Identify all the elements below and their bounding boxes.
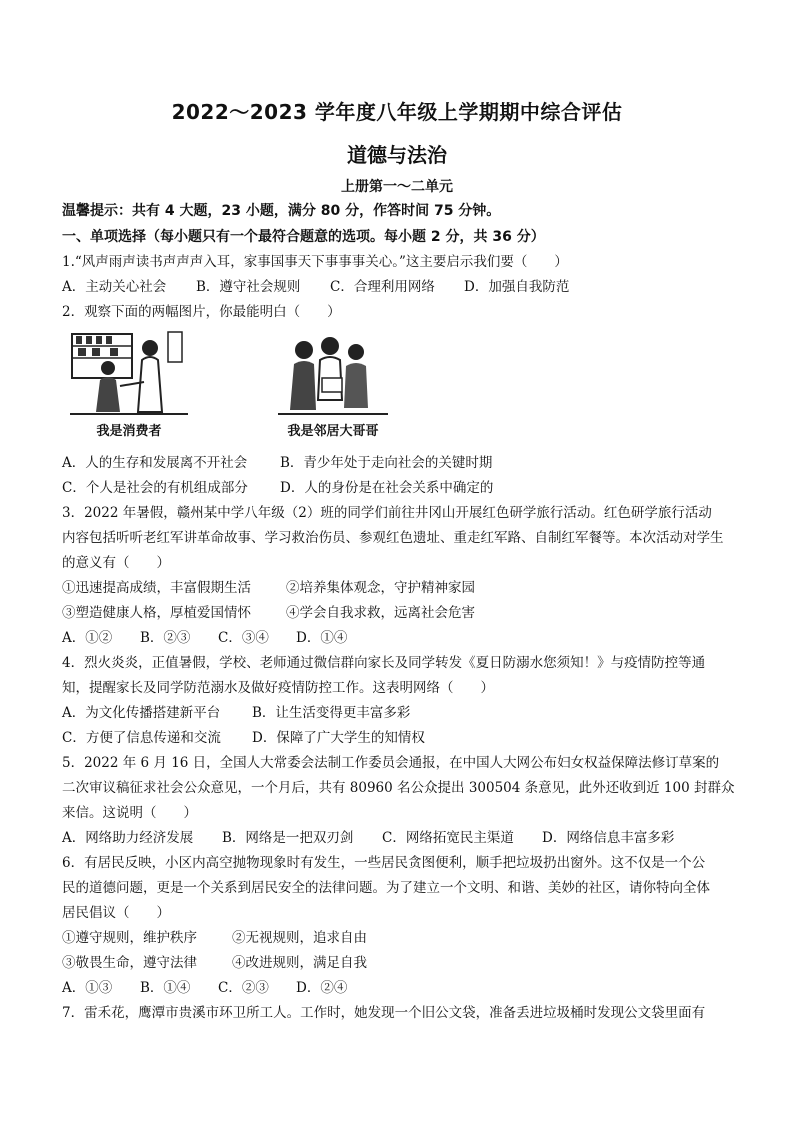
question-3-stem-line-3: 的意义有（ ） [62, 555, 170, 571]
question-5-options [62, 826, 742, 846]
option: C．个人是社会的有机组成部分 [62, 480, 248, 496]
statement: ②无视规则，追求自由 [232, 930, 367, 946]
question-3-items-row-2 [62, 601, 742, 621]
statement: ①遵守规则，维护秩序 [62, 930, 197, 946]
question-3-options [62, 626, 742, 646]
question-6-stem-line-1: 6．有居民反映，小区内高空抛物现象时有发生，一些居民贪图便利，顺手把垃圾扔出窗外。这不仅是一个公 [62, 855, 706, 871]
option: D．②④ [296, 980, 348, 996]
question-3-stem-line-2: 内容包括听听老红军讲革命故事、学习救治伤员、参观红色遗址、重走红军路、自制红军餐等。本次活动对学生 [62, 530, 724, 546]
option: C．②③ [218, 980, 269, 996]
option: A．人的生存和发展离不开社会 [62, 455, 248, 471]
question-5-stem-line-2: 二次审议稿征求社会公众意见，一个月后，共有 80960 名公众提出 300504 条意见，此外还收到近 100 封群众 [62, 780, 735, 796]
question-1-stem: 1.“风声雨声读书声声声入耳，家事国事天下事事事关心。”这主要启示我们要（ ） [62, 254, 568, 270]
consumer-illustration [70, 328, 188, 418]
option: A．为文化传播搭建新平台 [62, 705, 221, 721]
exam-scope: 上册第一～二单元 [341, 179, 453, 195]
question-6-stem-line-2: 民的道德问题，更是一个关系到居民安全的法律问题。为了建立一个文明、和谐、美妙的社区，请你特向全体 [62, 880, 710, 896]
option: C．合理利用网络 [330, 279, 435, 295]
question-6-items-row-2 [62, 951, 742, 971]
question-5-stem-line-1: 5．2022 年 6 月 16 日，全国人大常委会法制工作委员会通报，在中国人大网公布妇女权益保障法修订草案的 [62, 755, 720, 771]
question-4-options-row-1 [62, 701, 742, 721]
question-4-stem-line-2: 知，提醒家长及同学防范溺水及做好疫情防控工作。这表明网络（ ） [62, 680, 494, 696]
option: C．网络拓宽民主渠道 [382, 830, 514, 846]
notice: 温馨提示：共有 4 大题，23 小题，满分 80 分，作答时间 75 分钟。 [62, 203, 501, 219]
question-3-stem-line-1: 3．2022 年暑假，赣州某中学八年级（2）班的同学们前往井冈山开展红色研学旅行活动。红色研学旅行活动 [62, 505, 712, 521]
statement: ②培养集体观念，守护精神家园 [286, 580, 475, 596]
option: B．让生活变得更丰富多彩 [252, 705, 411, 721]
option: D．①④ [296, 630, 348, 646]
option: B．②③ [140, 630, 191, 646]
option: B．遵守社会规则 [196, 279, 301, 295]
statement: ④学会自我求救，远离社会危害 [286, 605, 475, 621]
exam-subject: 道德与法治 [347, 143, 447, 167]
exam-title: 2022～2023 学年度八年级上学期期中综合评估 [171, 100, 623, 124]
question-6-stem-line-3: 居民倡议（ ） [62, 905, 170, 921]
question-5-stem-line-3: 来信。这说明（ ） [62, 805, 197, 821]
question-2-stem: 2．观察下面的两幅图片，你最能明白（ ） [62, 304, 341, 320]
option: D．加强自我防范 [464, 279, 570, 295]
option: A．网络助力经济发展 [62, 830, 194, 846]
option: A．主动关心社会 [62, 279, 167, 295]
question-4-stem-line-1: 4．烈火炎炎，正值暑假，学校、老师通过微信群向家长及同学转发《夏日防溺水您须知！》与疫情防控等通 [62, 655, 706, 671]
question-4-options-row-2 [62, 726, 742, 746]
option: A．①③ [62, 980, 113, 996]
option: D．网络信息丰富多彩 [542, 830, 675, 846]
question-2-options-row-2 [62, 476, 742, 496]
neighbor-illustration [278, 330, 388, 418]
statement: ①迅速提高成绩，丰富假期生活 [62, 580, 251, 596]
caption-consumer: 我是消费者 [96, 424, 162, 439]
question-3-items-row-1 [62, 576, 742, 596]
option: A．①② [62, 630, 113, 646]
question-7-stem: 7．雷禾花，鹰潭市贵溪市环卫所工人。工作时，她发现一个旧公文袋，准备丢进垃圾桶时发现公文袋里面有 [62, 1005, 706, 1021]
question-1-options [62, 275, 742, 295]
option: D．保障了广大学生的知情权 [252, 730, 425, 746]
question-6-items-row-1 [62, 926, 742, 946]
option: C．③④ [218, 630, 269, 646]
statement: ④改进规则，满足自我 [232, 955, 367, 971]
option: B．青少年处于走向社会的关键时期 [280, 455, 493, 471]
question-6-options [62, 976, 742, 996]
question-2-options-row-1 [62, 451, 742, 471]
statement: ③塑造健康人格，厚植爱国情怀 [62, 605, 251, 621]
section-heading: 一、单项选择（每小题只有一个最符合题意的选项。每小题 2 分，共 36 分） [62, 229, 545, 245]
statement: ③敬畏生命，遵守法律 [62, 955, 197, 971]
caption-neighbor: 我是邻居大哥哥 [287, 424, 379, 439]
option: B．①④ [140, 980, 191, 996]
option: B．网络是一把双刃剑 [222, 830, 354, 846]
option: D．人的身份是在社会关系中确定的 [280, 480, 494, 496]
option: C．方便了信息传递和交流 [62, 730, 221, 746]
